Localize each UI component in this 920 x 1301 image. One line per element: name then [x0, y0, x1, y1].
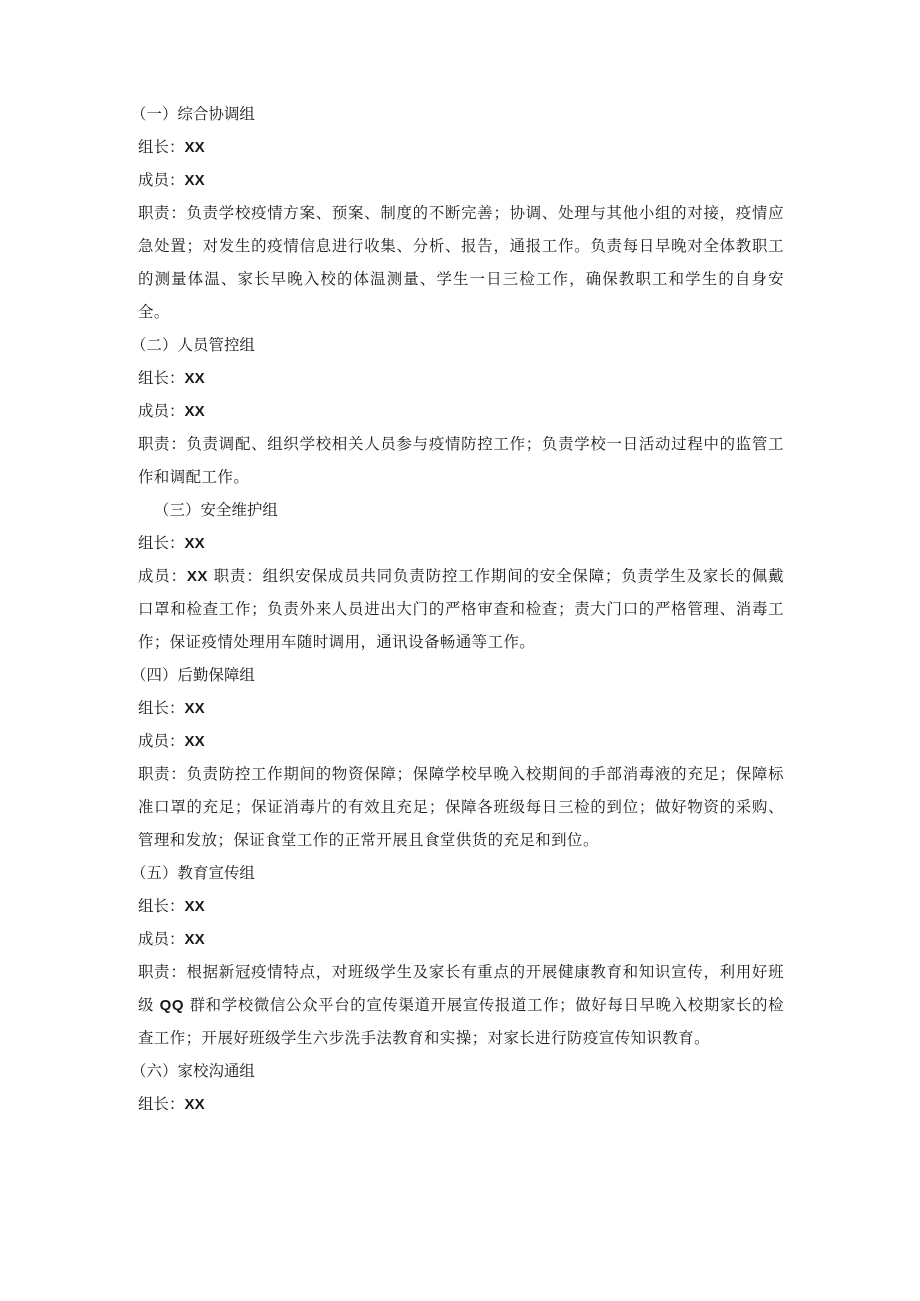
- duty-paragraph-5: [138, 956, 784, 1055]
- section-heading-3: （三）安全维护组: [154, 501, 278, 519]
- leader-line-2: [138, 362, 784, 395]
- member-line-1: [138, 164, 784, 197]
- leader-value: XX: [184, 535, 205, 552]
- leader-line-4: [138, 692, 784, 725]
- member-value: XX: [184, 733, 205, 750]
- member-value: XX: [186, 568, 208, 585]
- leader-value: XX: [184, 898, 205, 915]
- leader-label: 组长：: [138, 138, 185, 156]
- member-line-4: [138, 725, 784, 758]
- leader-label: 组长：: [138, 699, 185, 717]
- section-heading-2: （二）人员管控组: [131, 336, 255, 354]
- member-value: XX: [184, 931, 205, 948]
- duty-paragraph-2: 职责：负责调配、组织学校相关人员参与疫情防控工作；负责学校一日活动过程中的监管工作和调配工作。: [138, 435, 784, 486]
- member-label: 成员：: [138, 732, 185, 750]
- leader-value: XX: [184, 370, 205, 387]
- member-value: XX: [184, 172, 205, 189]
- member-value: XX: [184, 403, 205, 420]
- document-body: [131, 98, 784, 1121]
- leader-line-3: [138, 527, 784, 560]
- leader-label: 组长：: [138, 369, 185, 387]
- leader-label: 组长：: [138, 897, 185, 915]
- leader-value: XX: [184, 1096, 205, 1113]
- qq-label: QQ: [159, 997, 184, 1014]
- leader-line-6: [138, 1088, 784, 1121]
- leader-label: 组长：: [138, 534, 185, 552]
- member-label: 成员：: [138, 567, 187, 585]
- leader-line-5: [138, 890, 784, 923]
- leader-value: XX: [184, 139, 205, 156]
- duty-text-before: 职责：根据新冠疫情特点，对班级学生及家长有重点的开展健康教育和知识宣传，利用好班级: [138, 963, 784, 1014]
- leader-line-1: [138, 131, 784, 164]
- section-heading-1: （一）综合协调组: [131, 105, 255, 123]
- leader-label: 组长：: [138, 1095, 185, 1113]
- section-heading-4: （四）后勤保障组: [131, 666, 255, 684]
- duty-text-after: 群和学校微信公众平台的宣传渠道开展宣传报道工作；做好每日早晚入校期家长的检查工作；开展好班级学生六步洗手法教育和实操；对家长进行防疫宣传知识教育。: [138, 996, 784, 1047]
- member-line-2: [138, 395, 784, 428]
- duty-paragraph-4: 职责：负责防控工作期间的物资保障；保障学校早晚入校期间的手部消毒液的充足；保障标准口罩的充足；保证消毒片的有效且充足；保障各班级每日三检的到位；做好物资的采购、管理和发放；保证食堂工作的正常开展且食堂供货的充足和到位。: [138, 765, 784, 849]
- duty-paragraph-1: 职责：负责学校疫情方案、预案、制度的不断完善；协调、处理与其他小组的对接，疫情应急处置；对发生的疫情信息进行收集、分析、报告，通报工作。负责每日早晚对全体教职工的测量体温、家长早晚入校的体温测量、学生一日三检工作，确保教职工和学生的自身安全。: [138, 204, 784, 321]
- member-line-5: [138, 923, 784, 956]
- leader-value: XX: [184, 700, 205, 717]
- member-label: 成员：: [138, 171, 185, 189]
- section-heading-6: （六）家校沟通组: [131, 1062, 255, 1080]
- section-heading-5: （五）教育宣传组: [131, 864, 255, 882]
- duty-text: 职责：组织安保成员共同负责防控工作期间的安全保障；负责学生及家长的佩戴口罩和检查工作；负责外来人员进出大门的严格审查和检查；责大门口的严格管理、消毒工作；保证疫情处理用车随时调用，通讯设备畅通等工作。: [138, 567, 784, 651]
- member-label: 成员：: [138, 930, 185, 948]
- member-label: 成员：: [138, 402, 185, 420]
- member-duty-paragraph-3: [138, 560, 784, 659]
